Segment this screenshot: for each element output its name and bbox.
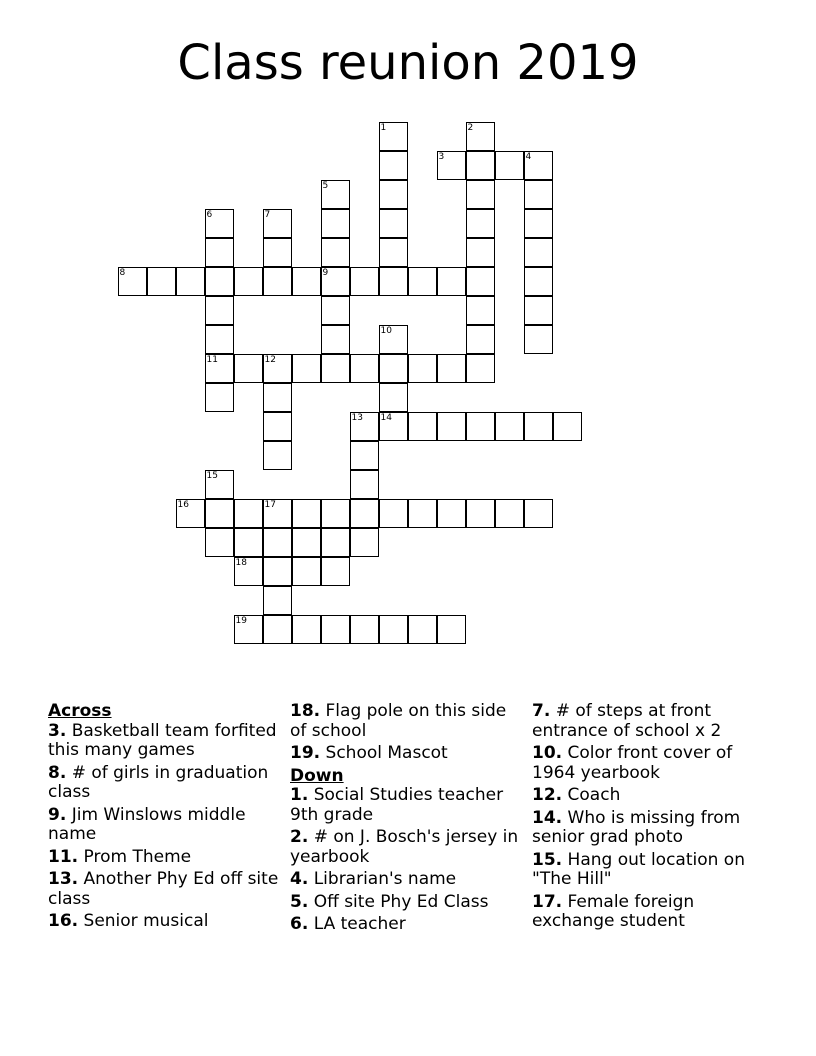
clue-number-label: 8 — [119, 268, 126, 278]
clue-number-label: 1 — [380, 123, 387, 133]
clue-text: Who is missing from senior grad photo — [532, 807, 741, 847]
clue-text: Social Studies teacher 9th grade — [290, 785, 504, 825]
grid-cell[interactable] — [205, 325, 234, 354]
clue-text: Another Phy Ed off site class — [48, 869, 279, 909]
clue-down-10 — [532, 744, 768, 783]
grid-cell[interactable] — [205, 296, 234, 325]
clue-number-label: 18 — [235, 558, 247, 568]
grid-cell[interactable] — [379, 180, 408, 209]
grid-cell[interactable] — [205, 383, 234, 412]
grid-cell[interactable] — [495, 412, 524, 441]
clue-number-label: 15 — [206, 471, 218, 481]
grid-cell[interactable] — [263, 615, 292, 644]
clue-number-label: 11 — [206, 355, 218, 365]
grid-cell[interactable] — [234, 528, 263, 557]
grid-cell[interactable] — [437, 499, 466, 528]
grid-cell[interactable] — [205, 267, 234, 296]
grid-cell[interactable] — [524, 180, 553, 209]
grid-cell[interactable] — [437, 615, 466, 644]
grid-cell[interactable] — [524, 412, 553, 441]
clue-number-label: 14 — [380, 413, 392, 423]
clue-number: 6. — [290, 914, 309, 934]
clue-down-17 — [532, 893, 768, 932]
grid-cell[interactable] — [263, 499, 292, 528]
clue-number: 4. — [290, 869, 309, 889]
grid-cell[interactable] — [263, 412, 292, 441]
grid-cell[interactable] — [437, 412, 466, 441]
grid-cell[interactable] — [466, 238, 495, 267]
clue-number-label: 13 — [351, 413, 363, 423]
clue-number: 16. — [48, 911, 79, 931]
clue-across-13 — [48, 870, 284, 909]
grid-cell[interactable] — [205, 528, 234, 557]
clues-column-2 — [290, 702, 526, 938]
clue-number: 1. — [290, 785, 309, 805]
grid-cell[interactable] — [321, 267, 350, 296]
grid-cell[interactable] — [350, 267, 379, 296]
grid-cell[interactable] — [466, 412, 495, 441]
grid-cell[interactable] — [321, 499, 350, 528]
grid-cell[interactable] — [466, 151, 495, 180]
clue-down-15 — [532, 851, 768, 890]
clue-number-label: 10 — [380, 326, 392, 336]
grid-cell[interactable] — [321, 615, 350, 644]
grid-cell[interactable] — [524, 209, 553, 238]
grid-cell[interactable] — [234, 557, 263, 586]
clue-number-label: 5 — [322, 181, 329, 191]
clue-text: # on J. Bosch's jersey in yearbook — [290, 827, 519, 867]
grid-cell[interactable] — [524, 499, 553, 528]
clue-number: 11. — [48, 846, 79, 867]
grid-cell[interactable] — [234, 354, 263, 383]
clue-down-4 — [290, 870, 526, 890]
grid-cell[interactable] — [524, 151, 553, 180]
grid-cell[interactable] — [321, 354, 350, 383]
clue-number: 5. — [290, 891, 309, 912]
grid-cell[interactable] — [466, 180, 495, 209]
grid-cell[interactable] — [379, 238, 408, 267]
clue-number: 10. — [532, 743, 563, 763]
grid-cell[interactable] — [466, 325, 495, 354]
clue-down-1 — [290, 786, 526, 825]
grid-cell[interactable] — [495, 151, 524, 180]
grid-cell[interactable] — [379, 412, 408, 441]
grid-cell[interactable] — [292, 499, 321, 528]
clue-number-label: 7 — [264, 210, 271, 220]
clue-number-label: 12 — [264, 355, 276, 365]
clue-number: 15. — [532, 849, 563, 870]
clue-number: 2. — [290, 827, 309, 847]
grid-cell[interactable] — [292, 528, 321, 557]
grid-cell[interactable] — [350, 441, 379, 470]
clue-text: Flag pole on this side of school — [290, 701, 507, 741]
clue-text: Coach — [567, 785, 621, 805]
grid-cell[interactable] — [379, 151, 408, 180]
clue-text: Librarian's name — [313, 869, 457, 889]
grid-cell[interactable] — [263, 238, 292, 267]
grid-cell[interactable] — [350, 528, 379, 557]
clue-number-label: 2 — [467, 123, 474, 133]
grid-cell[interactable] — [495, 499, 524, 528]
grid-cell[interactable] — [321, 209, 350, 238]
grid-cell[interactable] — [379, 209, 408, 238]
grid-cell[interactable] — [205, 209, 234, 238]
grid-cell[interactable] — [437, 354, 466, 383]
clue-number-label: 16 — [177, 500, 189, 510]
grid-cell[interactable] — [350, 615, 379, 644]
clue-across-19 — [290, 744, 526, 764]
grid-cell[interactable] — [350, 412, 379, 441]
clue-text: Basketball team forfited this many games — [48, 720, 277, 760]
clue-text: # of steps at front entrance of school x 2 — [532, 701, 722, 741]
clue-across-16 — [48, 912, 284, 932]
clue-number-label: 19 — [235, 616, 247, 626]
grid-cell[interactable] — [350, 470, 379, 499]
grid-cell[interactable] — [408, 499, 437, 528]
clue-number: 9. — [48, 804, 67, 825]
clue-number: 7. — [532, 701, 551, 721]
grid-cell[interactable] — [234, 267, 263, 296]
clue-down-14 — [532, 809, 768, 848]
clue-across-9 — [48, 806, 284, 845]
grid-cell[interactable] — [466, 267, 495, 296]
clue-down-12 — [532, 786, 768, 806]
clue-number: 3. — [48, 720, 67, 741]
down-heading: Down — [290, 765, 344, 786]
clues-column-3 — [532, 702, 768, 935]
clue-across-11 — [48, 848, 284, 868]
grid-cell[interactable] — [263, 383, 292, 412]
grid-cell[interactable] — [292, 354, 321, 383]
grid-cell[interactable] — [466, 209, 495, 238]
grid-cell[interactable] — [205, 354, 234, 383]
grid-cell[interactable] — [408, 354, 437, 383]
grid-cell[interactable] — [466, 296, 495, 325]
grid-cell[interactable] — [408, 615, 437, 644]
clue-text: Off site Phy Ed Class — [313, 891, 489, 912]
clue-text: Jim Winslows middle name — [48, 804, 246, 844]
grid-cell[interactable] — [321, 557, 350, 586]
grid-cell[interactable] — [321, 325, 350, 354]
grid-cell[interactable] — [321, 528, 350, 557]
clue-text: Prom Theme — [83, 846, 192, 867]
grid-cell[interactable] — [292, 267, 321, 296]
clue-down-7 — [532, 702, 768, 741]
clue-text: Hang out location on "The Hill" — [532, 849, 745, 889]
clue-number: 18. — [290, 701, 321, 721]
grid-cell[interactable] — [466, 499, 495, 528]
grid-cell[interactable] — [147, 267, 176, 296]
clue-number-label: 17 — [264, 500, 276, 510]
grid-cell[interactable] — [292, 557, 321, 586]
clue-number: 8. — [48, 762, 67, 783]
grid-cell[interactable] — [437, 267, 466, 296]
grid-cell[interactable] — [263, 586, 292, 615]
clue-text: Color front cover of 1964 yearbook — [532, 743, 733, 783]
puzzle-title: Class reunion 2019 — [177, 35, 639, 91]
grid-cell[interactable] — [437, 151, 466, 180]
clue-down-6 — [290, 915, 526, 935]
grid-cell[interactable] — [466, 354, 495, 383]
clue-down-2 — [290, 828, 526, 867]
grid-cell[interactable] — [263, 267, 292, 296]
clue-text: # of girls in graduation class — [48, 762, 269, 802]
clue-number: 17. — [532, 891, 563, 912]
grid-cell[interactable] — [118, 267, 147, 296]
clue-across-3 — [48, 722, 284, 761]
grid-cell[interactable] — [263, 354, 292, 383]
grid-cell[interactable] — [553, 412, 582, 441]
grid-cell[interactable] — [176, 267, 205, 296]
grid-cell[interactable] — [379, 122, 408, 151]
grid-cell[interactable] — [466, 122, 495, 151]
grid-cell[interactable] — [263, 209, 292, 238]
grid-cell[interactable] — [524, 267, 553, 296]
clues-column-1 — [48, 702, 284, 935]
grid-cell[interactable] — [321, 296, 350, 325]
clue-number-label: 6 — [206, 210, 213, 220]
grid-cell[interactable] — [524, 296, 553, 325]
grid-cell[interactable] — [205, 238, 234, 267]
grid-cell[interactable] — [263, 557, 292, 586]
grid-cell[interactable] — [379, 354, 408, 383]
grid-cell[interactable] — [379, 615, 408, 644]
grid-cell[interactable] — [524, 325, 553, 354]
grid-cell[interactable] — [321, 180, 350, 209]
clue-across-18 — [290, 702, 526, 741]
clue-number-label: 4 — [525, 152, 532, 162]
grid-cell[interactable] — [350, 499, 379, 528]
clue-text: Senior musical — [83, 911, 209, 931]
grid-cell[interactable] — [292, 615, 321, 644]
clue-text: School Mascot — [325, 743, 448, 763]
grid-cell[interactable] — [263, 528, 292, 557]
clue-number: 12. — [532, 785, 563, 805]
grid-cell[interactable] — [408, 412, 437, 441]
grid-cell[interactable] — [176, 499, 205, 528]
grid-cell[interactable] — [234, 615, 263, 644]
grid-cell[interactable] — [263, 441, 292, 470]
clue-across-8 — [48, 764, 284, 803]
grid-cell[interactable] — [379, 499, 408, 528]
clue-number-label: 9 — [322, 268, 329, 278]
grid-cell[interactable] — [379, 383, 408, 412]
grid-cell[interactable] — [379, 325, 408, 354]
grid-cell[interactable] — [350, 354, 379, 383]
clue-number: 19. — [290, 743, 321, 763]
grid-cell[interactable] — [234, 499, 263, 528]
grid-cell[interactable] — [205, 470, 234, 499]
clue-down-5 — [290, 893, 526, 913]
grid-cell[interactable] — [408, 267, 437, 296]
clue-text: Female foreign exchange student — [532, 891, 695, 931]
clue-number: 13. — [48, 869, 79, 889]
clue-number: 14. — [532, 807, 563, 828]
grid-cell[interactable] — [205, 499, 234, 528]
across-heading: Across — [48, 701, 112, 721]
clue-number-label: 3 — [438, 152, 445, 162]
grid-cell[interactable] — [321, 238, 350, 267]
grid-cell[interactable] — [379, 267, 408, 296]
grid-cell[interactable] — [524, 238, 553, 267]
clue-text: LA teacher — [313, 914, 406, 934]
